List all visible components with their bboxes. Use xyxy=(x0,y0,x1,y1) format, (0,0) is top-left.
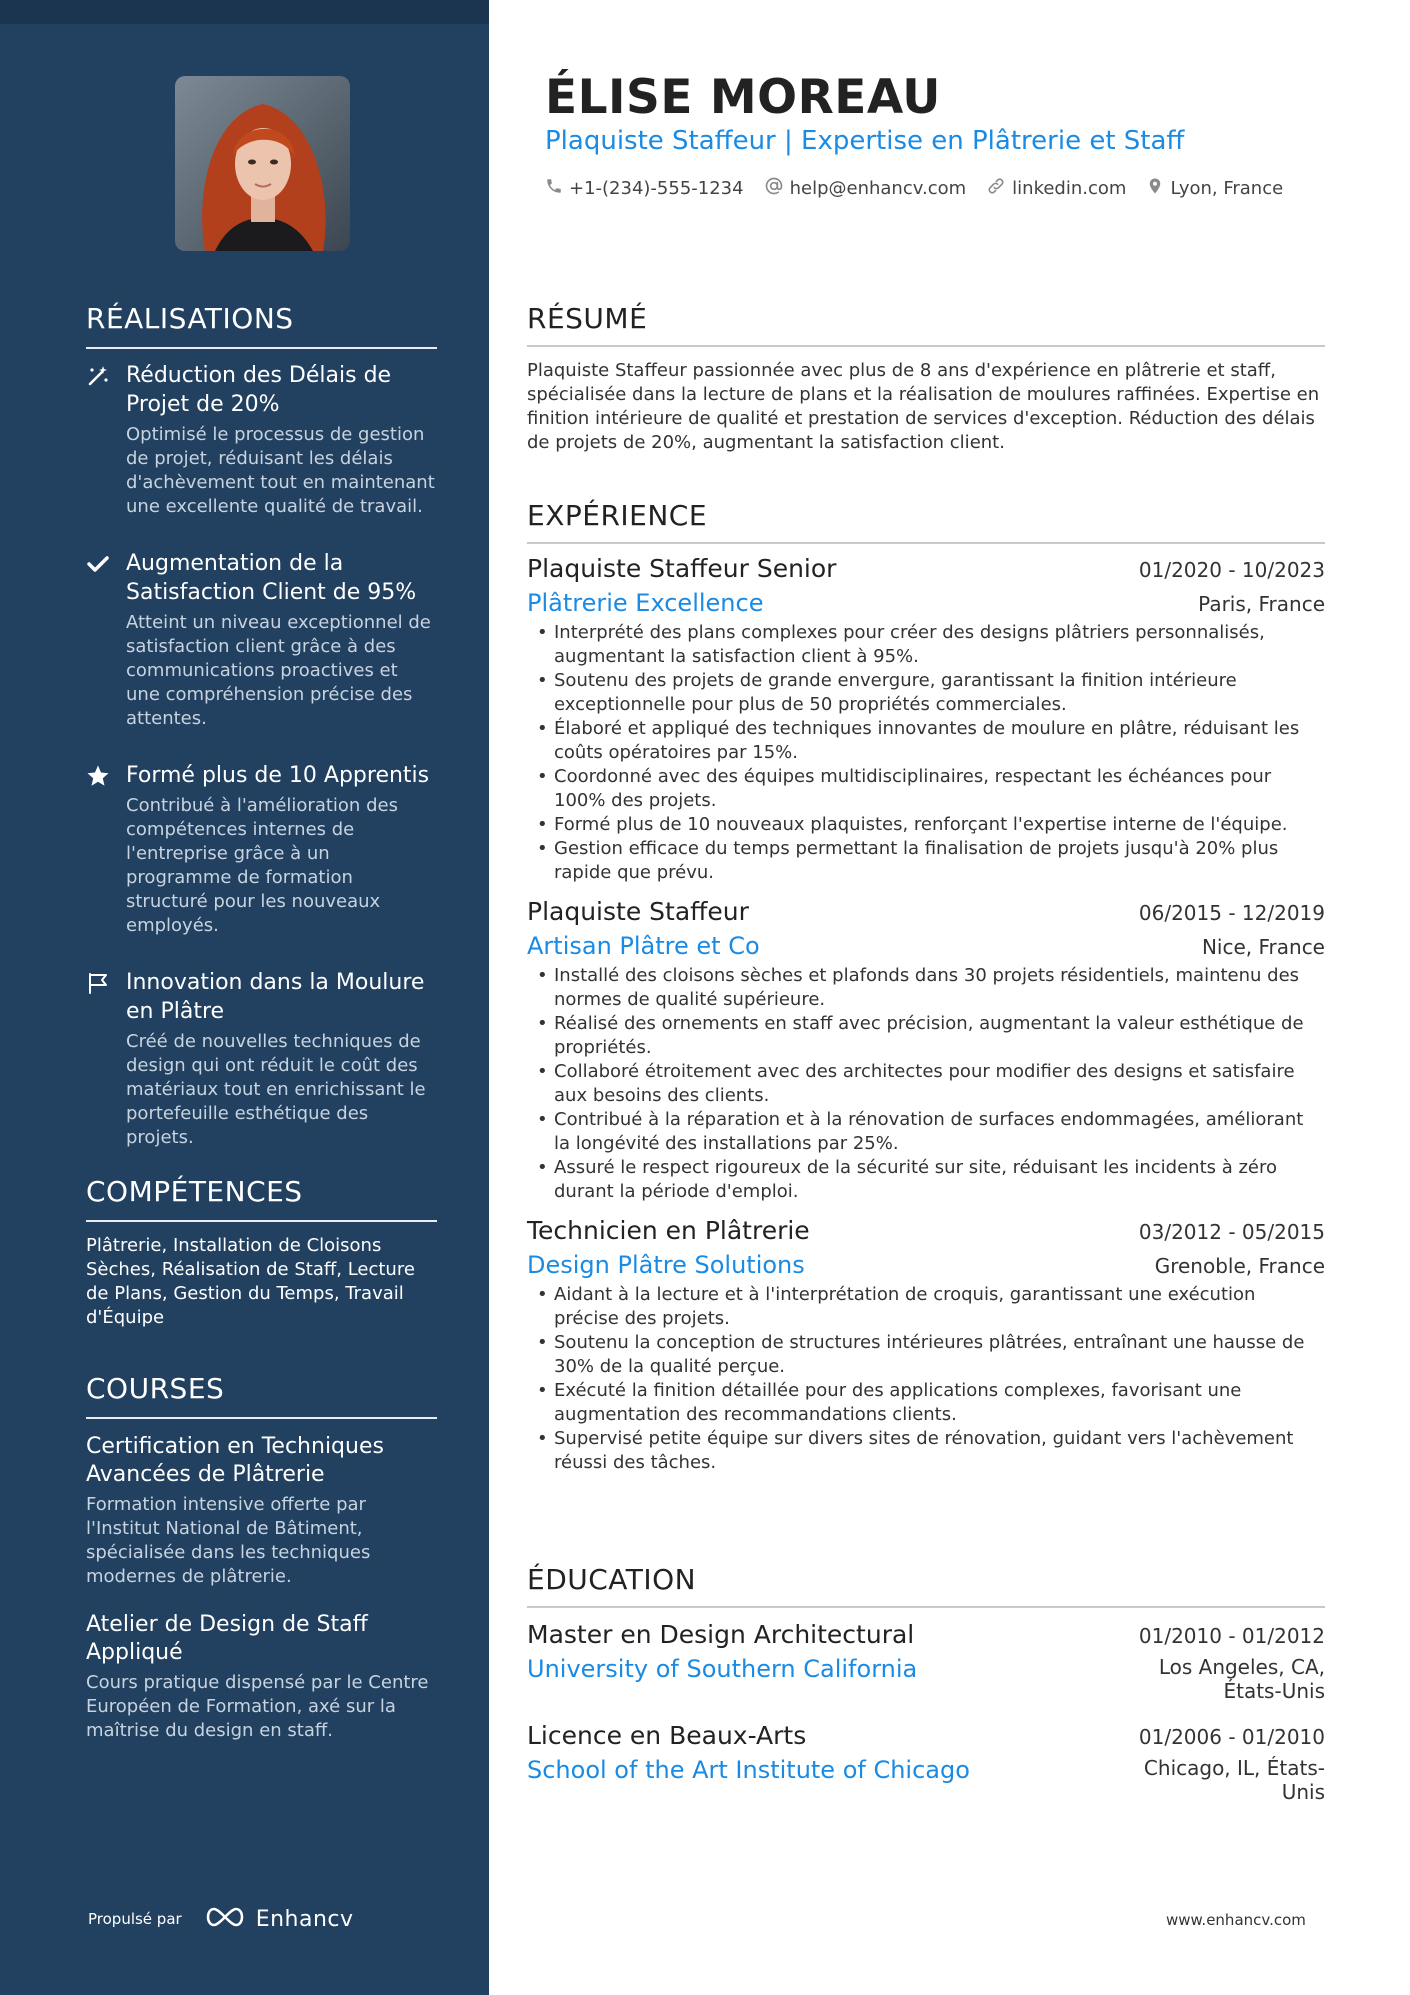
job-title: Plaquiste Staffeur xyxy=(527,897,749,926)
job-bullet: • Installé des cloisons sèches et plafonds dans 30 projets résidentiels, maintenu des normes de qualité supérieure. xyxy=(527,964,1325,1012)
achievement-title: Réduction des Délais de Projet de 20% xyxy=(126,363,392,417)
check-icon xyxy=(86,552,110,576)
powered-by xyxy=(88,1905,354,1933)
job-bullet: • Élaboré et appliqué des techniques innovantes de moulure en plâtre, réduisant les coûts opératoires par 15%. xyxy=(527,717,1325,765)
job-bullet: • Soutenu des projets de grande envergure, garantissant la finition intérieure exceptionnelle pour plus de 50 propriétés commerciales. xyxy=(527,669,1325,717)
achievement-desc: Optimisé le processus de gestion de projet, réduisant les délais d'achèvement tout en maintenant une excellente qualité de travail. xyxy=(126,424,435,517)
job-location: Nice, France xyxy=(1201,935,1325,959)
job-date: 06/2015 - 12/2019 xyxy=(1138,901,1325,925)
enhancv-logo[interactable] xyxy=(202,1905,354,1933)
location-text: Lyon, France xyxy=(1170,178,1284,199)
contact-bar xyxy=(545,176,1303,201)
course-desc: Formation intensive offerte par l'Institut National de Bâtiment, spécialisée dans les techniques modernes de plâtrerie. xyxy=(86,1494,371,1587)
contact-linkedin[interactable] xyxy=(986,176,1126,201)
headline: Plaquiste Staffeur | Expertise en Plâtrerie et Staff xyxy=(545,126,1185,156)
job-location: Grenoble, France xyxy=(1154,1254,1325,1278)
school-name[interactable]: School of the Art Institute of Chicago xyxy=(527,1756,970,1784)
course-title: Certification en Techniques Avancées de Plâtrerie xyxy=(86,1434,384,1487)
course-item xyxy=(86,1611,437,1743)
education-date: 01/2006 - 01/2010 xyxy=(1138,1725,1325,1749)
job-date: 01/2020 - 10/2023 xyxy=(1138,558,1325,582)
courses-section xyxy=(86,1372,437,1743)
star-icon xyxy=(86,764,110,788)
job-bullet: • Collaboré étroitement avec des architectes pour modifier des designs et satisfaire aux besoins des clients. xyxy=(527,1060,1325,1108)
summary-text: Plaquiste Staffeur passionnée avec plus de 8 ans d'expérience en plâtrerie et staff, spécialisée dans la lecture de plans et la réalisation de moulures raffinées. Expertise en finition intérieure de qualité et prestation de services d'exception. Réduction des délais de projets de 20%, augmentant la satisfaction client. xyxy=(527,360,1320,453)
job-entry xyxy=(527,1216,1325,1475)
job-bullets xyxy=(527,1283,1325,1475)
degree-title: Master en Design Architectural xyxy=(527,1620,915,1649)
flag-icon xyxy=(86,971,110,995)
experience-title: EXPÉRIENCE xyxy=(527,499,1325,544)
at-icon xyxy=(764,176,790,201)
education-entry xyxy=(527,1620,1325,1703)
course-title: Atelier de Design de Staff Appliqué xyxy=(86,1612,368,1665)
school-name[interactable]: University of Southern California xyxy=(527,1655,918,1683)
job-bullet: • Réalisé des ornements en staff avec précision, augmentant la valeur esthétique de propriétés. xyxy=(527,1012,1325,1060)
linkedin-text: linkedin.com xyxy=(1012,178,1127,199)
job-title: Technicien en Plâtrerie xyxy=(527,1216,810,1245)
summary-section xyxy=(527,302,1325,455)
contact-phone[interactable] xyxy=(545,177,744,200)
education-entry xyxy=(527,1721,1325,1804)
summary-title: RÉSUMÉ xyxy=(527,302,1325,347)
education-location: Chicago, IL, États-Unis xyxy=(1143,1756,1325,1804)
achievement-desc: Atteint un niveau exceptionnel de satisfaction client grâce à des communications proactives et une compréhension précise des attentes. xyxy=(126,612,431,729)
job-bullet: • Soutenu la conception de structures intérieures plâtrées, entraînant une hausse de 30% de la qualité perçue. xyxy=(527,1331,1325,1379)
education-title: ÉDUCATION xyxy=(527,1563,1325,1608)
job-bullet: • Coordonné avec des équipes multidisciplinaires, respectant les échéances pour 100% des projets. xyxy=(527,765,1325,813)
achievement-desc: Contribué à l'amélioration des compétences internes de l'entreprise grâce à un programme de formation structuré pour les nouveaux employés. xyxy=(126,795,398,936)
job-bullet: • Assuré le respect rigoureux de la sécurité sur site, réduisant les incidents à zéro durant la période d'emploi. xyxy=(527,1156,1325,1204)
job-entry xyxy=(527,554,1325,885)
achievement-item xyxy=(86,761,437,938)
sidebar xyxy=(0,0,489,1995)
job-bullet: • Exécuté la finition détaillée pour des applications complexes, favorisant une augmentation des recommandations clients. xyxy=(527,1379,1325,1427)
achievement-title: Innovation dans la Moulure en Plâtre xyxy=(126,970,425,1024)
job-bullet: • Supervisé petite équipe sur divers sites de rénovation, guidant vers l'achèvement réussi des tâches. xyxy=(527,1427,1325,1475)
achievement-title: Augmentation de la Satisfaction Client de 95% xyxy=(126,551,417,605)
education-date: 01/2010 - 01/2012 xyxy=(1138,1624,1325,1648)
company-name[interactable]: Artisan Plâtre et Co xyxy=(527,932,760,960)
job-entry xyxy=(527,897,1325,1204)
achievement-item xyxy=(86,361,437,519)
phone-text: +1-(234)-555-1234 xyxy=(569,178,744,199)
job-title: Plaquiste Staffeur Senior xyxy=(527,554,837,583)
education-location: Los Angeles, CA, États-Unis xyxy=(1158,1655,1325,1703)
candidate-name: ÉLISE MOREAU xyxy=(545,70,941,125)
sidebar-top-bar xyxy=(0,0,489,24)
contact-location xyxy=(1146,176,1283,201)
company-name[interactable]: Design Plâtre Solutions xyxy=(527,1251,805,1279)
skills-title: COMPÉTENCES xyxy=(86,1175,437,1222)
infinity-icon xyxy=(202,1905,248,1933)
contact-email[interactable] xyxy=(764,176,967,201)
course-desc: Cours pratique dispensé par le Centre Européen de Formation, axé sur la maîtrise du design en staff. xyxy=(86,1672,429,1741)
achievement-item xyxy=(86,549,437,731)
powered-label: Propulsé par xyxy=(88,1910,182,1928)
achievements-title: RÉALISATIONS xyxy=(86,302,437,349)
skills-list: Plâtrerie, Installation de Cloisons Sèches, Réalisation de Staff, Lecture de Plans, Gestion du Temps, Travail d'Équipe xyxy=(86,1235,415,1328)
course-item xyxy=(86,1433,437,1589)
job-location: Paris, France xyxy=(1198,592,1325,616)
achievement-desc: Créé de nouvelles techniques de design qui ont réduit le coût des matériaux tout en enrichissant le portefeuille esthétique des projets. xyxy=(126,1031,426,1148)
experience-section xyxy=(527,499,1325,1475)
job-bullet: • Gestion efficace du temps permettant la finalisation de projets jusqu'à 20% plus rapide que prévu. xyxy=(527,837,1325,885)
job-date: 03/2012 - 05/2015 xyxy=(1138,1220,1325,1244)
job-bullet: • Contribué à la réparation et à la rénovation de surfaces endommagées, améliorant la longévité des installations par 25%. xyxy=(527,1108,1325,1156)
job-bullet: • Interprété des plans complexes pour créer des designs plâtriers personnalisés, augmentant la satisfaction client à 95%. xyxy=(527,621,1325,669)
achievement-title: Formé plus de 10 Apprentis xyxy=(126,763,430,788)
email-text: help@enhancv.com xyxy=(789,178,967,199)
link-icon xyxy=(986,176,1012,201)
achievements-section xyxy=(86,302,437,1150)
phone-icon xyxy=(545,177,569,200)
wand-icon xyxy=(86,364,110,388)
brand-name: Enhancv xyxy=(255,1906,354,1932)
footer-url[interactable]: www.enhancv.com xyxy=(1166,1911,1306,1929)
job-bullets xyxy=(527,621,1325,885)
profile-photo xyxy=(175,76,350,251)
job-bullet: • Formé plus de 10 nouveaux plaquistes, renforçant l'expertise interne de l'équipe. xyxy=(527,813,1325,837)
skills-section xyxy=(86,1175,437,1330)
map-pin-icon xyxy=(1146,176,1170,201)
courses-title: COURSES xyxy=(86,1372,437,1419)
job-bullet: • Aidant à la lecture et à l'interprétation de croquis, garantissant une exécution précise des projets. xyxy=(527,1283,1325,1331)
achievement-item xyxy=(86,968,437,1150)
degree-title: Licence en Beaux-Arts xyxy=(527,1721,807,1750)
job-bullets xyxy=(527,964,1325,1204)
company-name[interactable]: Plâtrerie Excellence xyxy=(527,589,764,617)
education-section xyxy=(527,1563,1325,1804)
